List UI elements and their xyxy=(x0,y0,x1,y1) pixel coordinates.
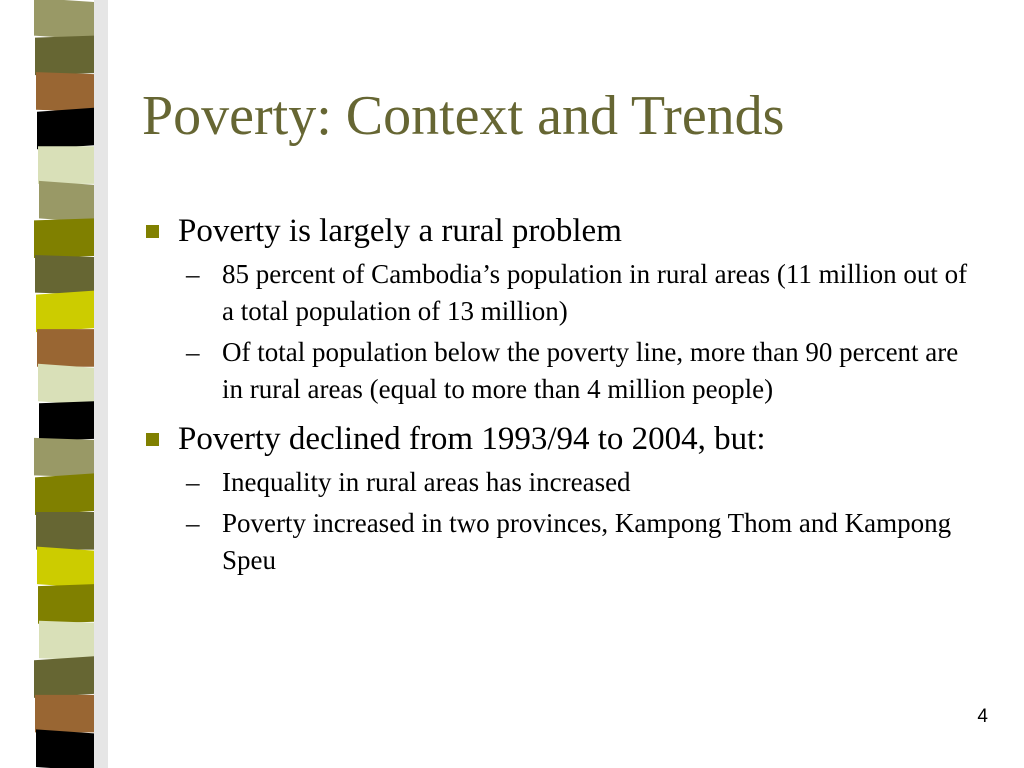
sub-bullet-inequality xyxy=(142,464,982,501)
sub-bullet-rural-share xyxy=(142,256,982,330)
dash-bullet-icon: – xyxy=(186,508,200,538)
stripe-block xyxy=(36,291,94,333)
stripe-block xyxy=(38,146,94,184)
stripe-block xyxy=(34,656,94,698)
slide-title: Poverty: Context and Trends xyxy=(142,85,785,147)
bullet-text: Poverty declined from 1993/94 to 2004, but: xyxy=(178,421,766,457)
stripe-block xyxy=(36,512,94,550)
sub-bullet-provinces xyxy=(142,505,982,579)
sub-bullet-text: 85 percent of Cambodia’s population in rural areas (11 million out of a total population of 13 million) xyxy=(222,259,968,326)
dash-bullet-icon: – xyxy=(186,467,200,497)
sub-bullet-text: Inequality in rural areas has increased xyxy=(222,467,631,497)
dash-bullet-icon: – xyxy=(186,259,200,289)
bullet-poverty-declined xyxy=(142,418,982,460)
stripe-block xyxy=(35,255,94,295)
stripe-block xyxy=(39,401,94,441)
stripe-block xyxy=(35,36,94,76)
stripe-block xyxy=(36,72,94,112)
stripe-block xyxy=(34,0,94,40)
sub-bullet-text: Poverty increased in two provinces, Kampong Thom and Kampong Speu xyxy=(222,508,952,575)
stripe-block xyxy=(38,364,94,406)
slide-body xyxy=(142,210,982,579)
square-bullet-icon xyxy=(146,433,159,446)
bullet-text: Poverty is largely a rural problem xyxy=(178,213,622,249)
stripe-block xyxy=(35,695,94,733)
stripe-block xyxy=(36,729,94,768)
page-number: 4 xyxy=(977,706,988,727)
stripe-block xyxy=(39,621,94,661)
sub-bullet-text: Of total population below the poverty line, more than 90 percent are in rural areas (equal to more than 4 million people) xyxy=(222,337,959,404)
stripe-block xyxy=(37,108,94,150)
sub-bullet-poverty-line xyxy=(142,334,982,408)
stripe-block xyxy=(34,438,94,478)
bullet-rural-problem xyxy=(142,210,982,252)
stripe-block xyxy=(39,181,94,223)
stripe-block xyxy=(35,473,94,515)
stripe-graphic xyxy=(28,0,108,768)
stripe-block xyxy=(37,547,94,589)
square-bullet-icon xyxy=(146,225,159,238)
stripe-block xyxy=(37,329,94,367)
dash-bullet-icon: – xyxy=(186,337,200,367)
stripe-block xyxy=(34,218,94,258)
decorative-stripe-bar xyxy=(28,0,108,768)
stripe-block xyxy=(38,584,94,624)
stripe-shadow xyxy=(94,0,108,768)
